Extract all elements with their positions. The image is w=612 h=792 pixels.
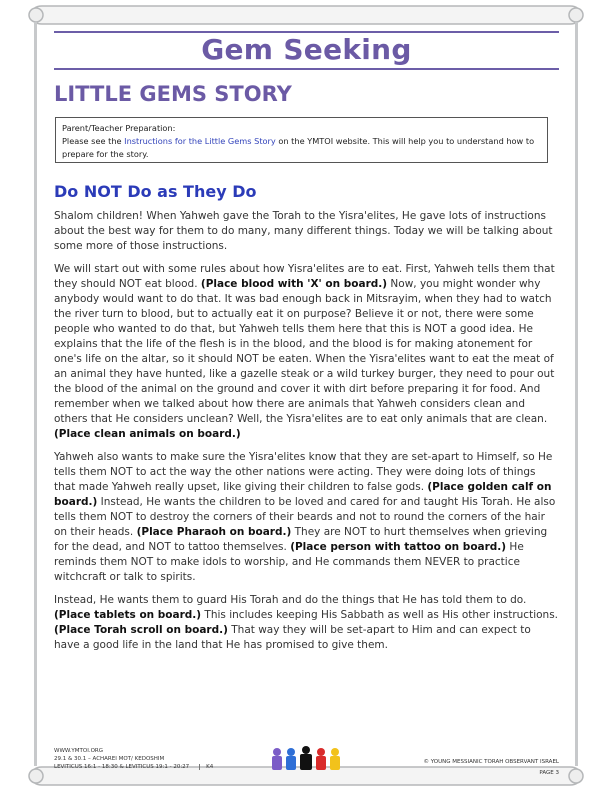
story-paragraph: Instead, He wants them to guard His Torah and do the things that He has told them to do. (Place tablets on board.) This includes keeping His Sabbath as well as His other instructions. (Place Torah scroll on board.) That way they will be set-apart to Him and can expect to have a good life in the land that He has promised to give them. — [54, 594, 558, 651]
board-instruction: (Place tablets on board.) — [54, 609, 202, 621]
footer-logo-icon — [266, 744, 352, 774]
footer-site[interactable]: WWW.YMTOI.ORG — [54, 748, 104, 754]
story-paragraph: We will start out with some rules about how Yisra'elites are to eat. First, Yahweh tells them that they should NOT eat blood. (Place blood with 'X' on board.) Now, you might wonder why anybody would want to do that. It was bad enough back in Mitsrayim, when they had to watch the river turn to blood, but to actually eat it on purpose? Believe it or not, there were some people who wanted to do that, but Yahweh tells them here that this is NOT a good idea. He explains that the life of the flesh is in the blood, and the blood is for making atonement for one's life on the altar, so it should NOT be eaten. When the Yisra'elites want to eat the meat of an animal they have hunted, like a gazelle steak or a wild turkey burger, they need to pour out the blood of the animal on the ground and cover it with dirt before preparing it for food. And remember when we talked about how there are animals that Yahweh considers clean and others that He considers unclean? Well, the Yisra'elites are to eat only animals that are clean. (Place clean animals on board.) — [54, 263, 555, 440]
board-instruction: (Place Pharaoh on board.) — [136, 526, 292, 538]
preparation-text: Please see the Instructions for the Little Gems Story on the YMTOI website. This will help you to understand how to prepare for the story. — [62, 136, 535, 159]
story-paragraph: Shalom children! When Yahweh gave the Torah to the Yisra'elites, He gave lots of instructions about the best way for them to do many, many different things. Today we will be talking about some more of those instructions. — [54, 210, 553, 252]
story-body — [54, 209, 559, 661]
footer-grade: K4 — [199, 764, 213, 770]
story-paragraph: Yahweh also wants to make sure the Yisra'elites know that they are set-apart to Himself, so He tells them NOT to act the way the other nations were acting. They were doing lots of things that made Yahweh really upset, like giving their children to false gods. (Place golden calf on board.) Instead, He wants the children to be loved and cared for and taught His Torah. He also tells them NOT to destroy the corners of their beards and not to round the corners of the hair on their heads. (Place Pharaoh on board.) They are NOT to hurt themselves when grieving for the dead, and NOT to tattoo themselves. (Place person with tattoo on board.) He reminds them NOT to make idols to worship, and He commands them NEVER to practice witchcraft or talk to spirits. — [54, 451, 556, 583]
title-rule-bottom — [54, 68, 559, 70]
board-instruction: (Place person with tattoo on board.) — [290, 541, 507, 553]
section-title: LITTLE GEMS STORY — [54, 82, 292, 106]
footer-refs: LEVITICUS 16:1 - 18:30 & LEVITICUS 19:1 - 20:27 K4 — [54, 764, 214, 770]
footer-page-number: PAGE 3 — [539, 770, 559, 776]
scroll-frame-right — [575, 22, 578, 766]
scroll-frame-left — [34, 22, 37, 766]
footer-lesson: 29.1 & 30.1 – ACHAREI MOT/ KEDOSHIM — [54, 756, 165, 762]
preparation-label: Parent/Teacher Preparation: — [62, 123, 176, 133]
board-instruction: (Place blood with 'X' on board.) — [200, 278, 388, 290]
page-title: Gem Seeking — [201, 33, 412, 66]
board-instruction: (Place golden calf on board.) — [54, 481, 552, 508]
footer-right — [423, 757, 559, 779]
instructions-link[interactable]: Instructions for the Little Gems Story — [124, 136, 276, 146]
footer-left — [54, 747, 213, 771]
preparation-box — [55, 117, 548, 163]
footer-copyright: © YOUNG MESSIANIC TORAH OBSERVANT ISRAEL — [423, 759, 559, 765]
board-instruction: (Place clean animals on board.) — [54, 428, 241, 440]
story-heading: Do NOT Do as They Do — [54, 182, 257, 201]
scroll-frame-top — [22, 4, 590, 26]
board-instruction: (Place Torah scroll on board.) — [54, 624, 228, 636]
